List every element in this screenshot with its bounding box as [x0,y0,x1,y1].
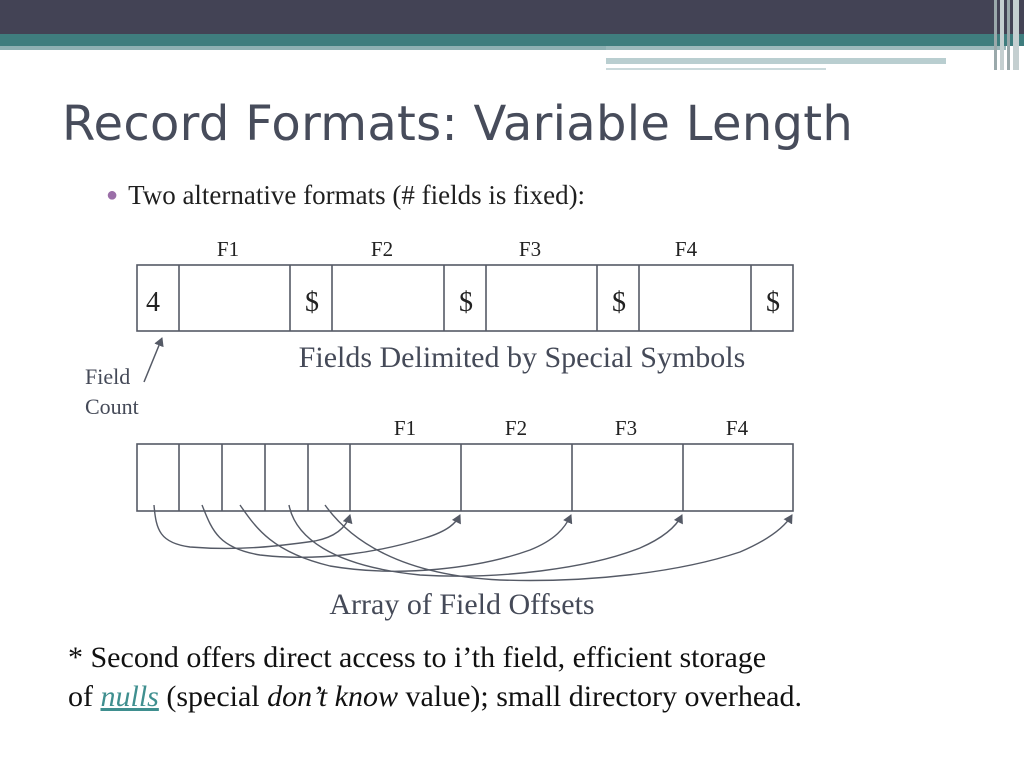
format1-label-f4: F4 [674,237,698,261]
field-count-label-line2: Count [85,394,139,419]
format2-record [137,444,793,511]
format1-label-f2: F2 [370,237,394,261]
format1-caption: Fields Delimited by Special Symbols [298,341,746,374]
footnote-dont-know: don’t know [267,680,398,713]
field-count-arrow [144,338,162,382]
footnote-special: (special [158,680,268,713]
delimiter-symbol: $ [305,287,319,318]
format2-caption: Array of Field Offsets [329,588,595,621]
delimiter-symbol: $ [459,287,473,318]
footnote-rest: value); small directory overhead. [397,680,802,713]
format2-label-f3: F3 [614,416,638,440]
format2-label-f1: F1 [393,416,417,440]
nulls-link[interactable]: nulls [100,680,159,713]
footnote-line2 [68,677,998,716]
bullet-dot-icon: ● [106,184,119,206]
offset-arrow [240,505,571,571]
footnote [68,638,998,716]
delimiter-symbol: $ [766,287,780,318]
format2-field-labels [394,416,749,440]
format2-record-outline [137,444,793,511]
field-count-value: 4 [146,287,160,318]
format1-label-f3: F3 [518,237,542,261]
format2-label-f2: F2 [504,416,528,440]
footnote-line1: * Second offers direct access to i’th field, efficient storage [68,641,767,674]
footnote-of: of [68,680,101,713]
field-count-label-line1: Field [85,364,131,389]
format1-label-f1: F1 [216,237,240,261]
format2-label-f4: F4 [725,416,749,440]
bullet-text: Two alternative formats (# fields is fixed): [128,180,586,210]
delimiter-symbol: $ [612,287,626,318]
offset-arrow [289,505,682,576]
format1-field-labels [217,237,698,261]
offset-pointer-arrows [154,505,792,580]
slide-title: Record Formats: Variable Length [62,96,854,152]
